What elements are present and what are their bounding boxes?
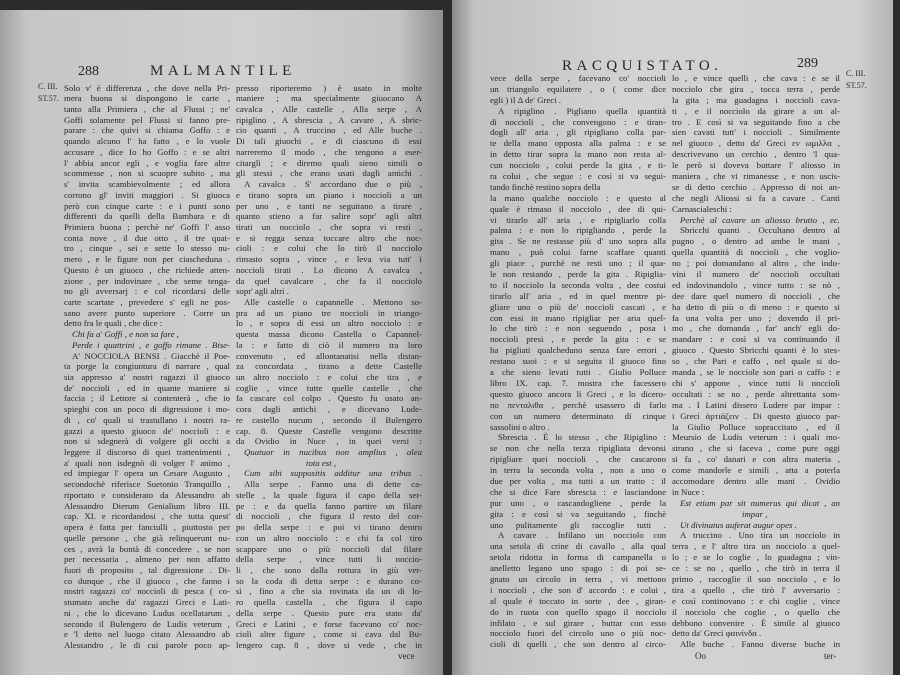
text-line: Perde i quattrini , e goffo rimane . Bise- [72, 339, 230, 350]
text-line: impar , [742, 508, 768, 519]
text-line: cioli altre figure , come si cava dal Bu- [236, 629, 422, 640]
text-line: scappare uno o più noccioli dal filare [236, 543, 422, 554]
text-column-left [490, 73, 666, 650]
text-line: non si sdegnerà di volgere gli occhi a [64, 436, 230, 447]
text-line: sano avere punto superiore . Corre un [64, 307, 230, 318]
text-line: la gita ; ma guadagna i noccioli cava- [672, 94, 840, 105]
text-line: Est etiam par sit numerus qui dicat , an [680, 497, 840, 508]
margin-note-stanza: ST.57. [846, 81, 867, 90]
text-line: ti , e il nocciolo da girare a un al- [672, 105, 840, 116]
text-line: di noccioli , che convengono : e tiran- [490, 116, 666, 127]
text-line: lo ; e se lo coglie , lo guadagna ; vin- [672, 552, 840, 563]
text-line: sì , fino a che sia rovinata da un di lo- [236, 586, 422, 597]
text-line: mano , può colui farne scaffare quanti [490, 247, 666, 258]
text-line: lo , e sopra di essi un altro nocciolo : e [236, 318, 422, 329]
text-line: giuoco . Questo Sbricchi quanti è lo stes- [672, 345, 840, 356]
text-line: za concordata , tirano a dette Castelle [236, 361, 422, 372]
running-head: RACQUISTATO. [562, 58, 723, 74]
text-line: fa una volta per uno ; dovendo il pri- [672, 312, 840, 323]
text-line: tro . E così si va seguitando fino a che [672, 116, 840, 127]
text-line: sassolini o altro . [490, 421, 550, 432]
text-line: noccioli tirati . Lo dicono A cavalca , [236, 264, 422, 275]
text-line: parare : che quivi si chiama Goffo : e [64, 125, 230, 136]
text-line: restano suoi : e si seguita il giuoco fino [490, 356, 666, 367]
text-line: la mano qualche nocciolo : e questo al [490, 192, 666, 203]
text-line: tanto alla Primiera , che al Flussi ; ne' [64, 104, 230, 115]
text-line: so , che Pari e caffo , nel quale si do- [672, 356, 840, 367]
text-line: ni , che lo dicevano Ludus ocellatarum , [64, 607, 230, 618]
text-line: corrono gl' inviti maggiori . Si giuoca [64, 189, 230, 200]
text-line: uno pulitamente gli raccoglie tutti . [490, 519, 666, 530]
page-number: 288 [78, 64, 99, 79]
text-line: ed indovinandolo , vince tutto : se nò , [672, 279, 840, 290]
text-line: pugno , o dentro ad ambe le mani , [672, 236, 840, 247]
text-line: gliare uno o più de' noccioli cascati , e [490, 301, 666, 312]
text-line: cap. XI. e ricordandosi , che tutta quest' [64, 511, 230, 522]
text-line: tro , cinque , sei e sette lo stesso nu- [64, 243, 230, 254]
text-line: Alla serpe . Fanno una di dette ca- [244, 479, 422, 490]
text-line: quelle persone , che già relinquerunt nu- [64, 532, 230, 543]
text-line: si fa , co' danari e con altra materia , [672, 454, 840, 465]
text-line: lengero cap. 8 , dove si vede , che in [236, 639, 422, 650]
text-column-right [672, 73, 840, 650]
text-line: tirati un nocciolo , che sopra vi resti , [236, 221, 422, 232]
text-line: con essi in mano ripigliar per aria quel- [490, 312, 666, 323]
text-line: cioli : e colui che lo tirò il nocciolo [236, 243, 422, 254]
text-line: detto fra le quali , che dice : [64, 318, 163, 329]
text-line: no ; poi domandano al altro , che indo- [672, 258, 840, 269]
text-line: convenuto , ed allontanatisi nella distan- [236, 350, 422, 361]
text-line: rimasto sopra , vince , e leva via tutt' i [236, 254, 422, 265]
text-line: po della serpe : e poi vi tirano dentro [236, 522, 422, 533]
text-line: ripigliare quei noccioli , che cascarono [490, 454, 666, 465]
catchword: ter- [824, 651, 837, 661]
text-line: noccioli presi , e perde la gita : e se [490, 334, 666, 345]
text-line: vi tirarlo all' aria , e ripigliarlo colla [490, 214, 666, 225]
text-line: faccia ; il Lettore si contenterà , che io [64, 393, 230, 404]
text-line: tirarlo all' aria , ed in quel mentre pi- [490, 290, 666, 301]
text-line: la Giulio Polluce sopraccitato , ed il [672, 421, 840, 432]
text-line: scommesse , non si scuopre subito , ma [64, 168, 230, 179]
text-line: ro quella castella , che figura il capo [236, 597, 422, 608]
text-column-right [236, 83, 422, 651]
text-line: cavalca , Alle castelle , Alla serpe , A [236, 104, 422, 115]
text-line: e si regga senza toccare altro che noc- [236, 232, 422, 243]
text-line: manda , se le nocciole son pari o caffo : e [672, 367, 840, 378]
text-line: gli piace , purchè ne resti uno ; il qua- [490, 258, 666, 269]
text-line: nocciolo fuori del circolo uno o più noc- [490, 628, 666, 639]
text-line: no πενταλιθα , perchè usassero di farlo [490, 399, 666, 410]
text-line: s' invita scambievolmente ; ed allora [64, 179, 230, 190]
text-line: A ripiglino . Pigliano quella quantità [498, 105, 666, 116]
text-line: da quel cavalcare , che fa il nocciolo [236, 275, 422, 286]
text-line: al quale è toccato in sorte , dee , giran- [490, 595, 666, 606]
text-line: cio quanti , A truccino , ed Alle buche . [236, 125, 422, 136]
text-line: ce : se no , quello , che tirò in terra il [672, 563, 840, 574]
left-page [0, 10, 443, 675]
text-line: pra ad un piano tre noccioli in triango- [236, 307, 422, 318]
text-line: che negli Aliossi si fa a cavare . Canti [672, 192, 840, 203]
text-line: della serpe . Questo pure era stato da' [236, 607, 422, 618]
text-line: citargli ; e diremo quali sieno simili o [236, 157, 422, 168]
text-line: vece della serpe , facevano co' noccioli [490, 73, 666, 83]
text-line: però con cinque carte : e i punti sono [64, 200, 230, 211]
text-line: chi s' appone , vince tutti li noccioli [672, 377, 840, 388]
text-line: quando alcuno l' ha fatto , e lo vuole [64, 136, 230, 147]
text-line: A cavalca . S' accordano due o più , [244, 179, 422, 190]
text-line: Carnascialeschi : [672, 203, 732, 214]
text-line: terra , e l' altro tira un nocciolo a quel- [672, 541, 840, 552]
text-line: Solo v' è differenza , che dove nella Pri- [64, 82, 230, 93]
text-line: tando finchè restino sopra della [490, 181, 601, 192]
text-line: se non che nella terza ripigliata devonsi [490, 443, 666, 454]
text-line: coglie , vince tutte quelle castelle , che [236, 382, 422, 393]
text-line: i Greci ἀρτιάζειν . Di questo giuoco par- [672, 410, 840, 421]
text-line: le però si doveva buttare l' aliosso in [672, 160, 840, 171]
text-line: fa cascare col colpo . Questo fu usato an- [236, 393, 422, 404]
margin-note-canto: C. III. [38, 82, 58, 91]
text-line: nocciolo che gira , tocca terra , perde [672, 83, 840, 94]
text-line: in Nuce : [672, 486, 705, 497]
text-line: cun nocciolo , colui perde la gita , e ti- [490, 160, 666, 171]
text-line: de' noccioli , ed in quante maniere si [64, 382, 230, 393]
text-line: a' quali non isdegnò di volger l' animo , [64, 457, 230, 468]
text-line: a che sieno levati tutti . Giulio Polluce [490, 367, 666, 378]
text-line: Alessandro Dierum Genialium libro III. [64, 500, 230, 511]
text-line: cora dagli antichi , e dicevano Lude- [236, 404, 422, 415]
text-line: di , co' quali si trastullano i nostri ra- [64, 414, 230, 425]
text-line: Primiera buona ; perchè ne' Goffi l' asso [64, 221, 230, 232]
text-line: Goffi solamente pel Flussi si fanno pre- [64, 114, 230, 125]
text-line: gita : e così si va seguitando , finchè [490, 508, 666, 519]
text-line: sopr' agli altri . [236, 286, 289, 297]
text-line: da Ovidio in Nuce , in quei versi : [236, 436, 422, 447]
right-page [452, 0, 893, 675]
text-line: un triangolo equilatere , o ( come dice [490, 83, 666, 94]
text-line: secondochè riferisce Suetonio Tranquillo , [64, 479, 230, 490]
text-line: A' NOCCIOLA BENSI . Giacchè il Poe- [72, 350, 230, 361]
text-line: detto da' Greci φαινίνδα . [672, 628, 762, 639]
text-line: maniera , che vi rimanesse , e non uscis- [672, 171, 840, 182]
text-line: differenti da quelli della Bambara e di [64, 211, 230, 222]
text-line: Questo è un giuoco , che richiede atten- [64, 264, 230, 275]
text-line: questa massa dicono Castella o Capannel- [236, 329, 422, 340]
text-line: che si dice Fare sbrescia : e lasciandone [490, 486, 666, 497]
text-line: descrivevano un cerchio , dentro 'l qua- [672, 149, 840, 160]
text-line: Sbricchi quanti . Occultano dentro al [680, 225, 840, 236]
text-line: no gli avversarj : e col ricordarsi delle [64, 286, 230, 297]
margin-note-stanza: ST.57. [38, 94, 59, 103]
text-line: opera è fatta per fanciulli , piuttosto per [64, 522, 230, 533]
text-line: se di detto cerchio . Appresso di noi an- [672, 181, 840, 192]
text-line: ed impiegar l' opera un Cesare Augusto , [64, 468, 230, 479]
text-line: ra colui , che segue : e così si va segui- [490, 171, 666, 182]
text-line: vini il numero de' noccioli occultati [672, 269, 840, 280]
text-line: la : e fatto di ciò il numero tra loro [236, 339, 422, 350]
text-line: della serpe , vince tutti li noccio- [236, 554, 422, 565]
text-line: Greci e Latini , e forse facevano co' noc- [236, 618, 422, 629]
text-line: ta porge la congiuntura di narrare , qual [64, 361, 230, 372]
text-line: ha detto di più o di meno : e questo si [672, 301, 840, 312]
text-line: Chi fa a' Goffi , e non sa fare , [72, 329, 179, 340]
text-line: dee dare quel numero di noccioli , che [672, 290, 840, 301]
running-head: MALMANTILE [150, 63, 296, 79]
text-line: cioli di quelli , che son dentro al circo- [490, 639, 666, 650]
text-line: pe : e da quella fanno partire un filare [236, 500, 422, 511]
text-line: mandare : e così si va continuando il [672, 334, 840, 345]
text-line: e 'l detto nel luogo citato Alessandro ab [64, 629, 230, 640]
text-line: Ut divinatus auferat augur opes . [680, 519, 797, 530]
text-line: Alle buche . Fanno diverse buche in [680, 639, 840, 650]
text-line: come mandorle e simili , atta a poterla [672, 465, 840, 476]
text-line: due per volta , ma tutti a un tratto : il [490, 475, 666, 486]
text-line: e così continovano : e chi coglie , vince [672, 595, 840, 606]
text-line: li , che sono dalla rottura in giù ver- [236, 564, 422, 575]
catchword: vece [398, 651, 415, 661]
text-line: occultati : se no , perde altrettanta som- [672, 388, 840, 399]
text-line: egli ) il Δ de' Greci . [490, 94, 561, 105]
text-column-left [64, 83, 230, 651]
text-line: il nocciolo che coglie , o quello che [672, 606, 840, 617]
signature-mark: Oo [695, 651, 706, 661]
text-line: accusare , dice Io ho Goffo : e se altri [64, 146, 230, 157]
text-line: lo , e vince quelli , che cava : e se il [672, 73, 840, 83]
text-line: per uno , e tanti ne seguitano a tirare , [236, 200, 422, 211]
text-line: sien cavati tutt' i noccioli . Similmente [672, 127, 840, 138]
text-line: in terra la seconda volta , non a uno o [490, 465, 666, 476]
text-line: stumato anche da' ragazzi Greci e Lati- [64, 597, 230, 608]
text-line: A truccino . Uno tira un nocciolo in [680, 530, 840, 541]
text-line: co dunque , che il giuoco , che fanno i [64, 575, 230, 586]
text-line: ces , avrà la bontà di concedere , se non [64, 543, 230, 554]
text-line: strano , che si faceva , come pure oggi [672, 443, 840, 454]
text-line: mo , che domanda , far' anch' egli do- [672, 323, 840, 334]
text-line: gita . Se ne restasse più d' uno sopra alla [490, 236, 666, 247]
text-line: cap. 8. Queste Castelle vengono descritte [236, 425, 422, 436]
text-line: lo che tirò : e non seguendo , posa i [490, 323, 666, 334]
text-line: nostri ragazzi co' noccioli di pesca ( co- [64, 586, 230, 597]
text-line: sia appresso a' nostri ragazzi il giuoco [64, 372, 230, 382]
text-line: zione , per indovinare , che seme tenga- [64, 275, 230, 286]
text-line: nel giuoco , detto da' Greci εν ωμιλλα , [672, 138, 840, 149]
text-line: i noccioli , che son d' accordo : e colui , [490, 584, 666, 595]
text-line: anelletto legano uno spago : di poi se- [490, 563, 666, 574]
text-line: in detto tirar sopra la mano non resta al- [490, 149, 666, 160]
text-line: gazzi a questo giuoco de' noccioli : e [64, 425, 230, 436]
text-line: libro IX. cap. 7. mostra che facessero [490, 377, 666, 388]
text-line: presso riporteremo ) è usato in molte [236, 82, 422, 93]
text-line: te della mano opposta alla palma : e se [490, 138, 666, 149]
text-line: pur uno , o cascandogliene , perde la [490, 497, 666, 508]
text-line: ripiglino , A sbrescia , A cavare , A sbric- [236, 114, 422, 125]
text-line: re castello nucum , secondo il Bulengero [236, 414, 422, 425]
text-line: di noccioli , che figura il resto del cor- [236, 511, 422, 522]
text-line: una setola di crine di cavallo , alla qual [490, 541, 666, 552]
text-line: stelle , la quale figura il capo della ser- [236, 489, 422, 500]
text-line: Alessandro , le di cui parole poco ap- [64, 639, 230, 650]
text-line: Cum sibi suppositis additur una tribus . [244, 468, 422, 479]
margin-note-canto: C. III. [846, 69, 866, 78]
text-line: so la coda di detta serpe : e durano co- [236, 575, 422, 586]
text-line: tira a quello , che tirò l' avversario : [672, 584, 840, 595]
text-line: l' abbia ancor egli , e voglia fare altre [64, 157, 230, 168]
text-line: debbono convenire . È simile al giuoco [672, 617, 840, 628]
text-line: leggere il discorso di quei trattenimenti , [64, 447, 230, 458]
text-line: e tirano sopra un piano i noccioli a un [236, 189, 422, 200]
text-line: con un numero determinato di cinque [490, 410, 666, 421]
text-line: ha pigliati qualcheduno senza fare errori , [490, 345, 666, 356]
text-line: A cavare . Infilano un nocciolo con [498, 530, 666, 541]
text-line: mera buona si dispongono le carte , [64, 93, 230, 104]
text-line: infilato , e sul girare , buttar con esso [490, 617, 666, 628]
text-line: le non restando , perde la gita . Ripiglia- [490, 269, 666, 280]
text-line: mero , e le figure non per ciascheduna . [64, 254, 230, 265]
text-line: carte scartate , prevedere s' egli ne pos- [64, 296, 230, 307]
text-line: Meursio de Ludis veterum : i quali mo- [672, 432, 840, 443]
text-line: quanto stieno a far salire sopr' agli altri [236, 211, 422, 222]
text-line: setola ridotta in forma di campanella o [490, 552, 666, 563]
text-line: tota est , [306, 457, 337, 468]
text-line: primo , raccoglie il suo nocciolo , e lo [672, 573, 840, 584]
page-number: 289 [797, 56, 818, 71]
text-line: palma : e non lo ripigliando , perde la [490, 225, 666, 236]
text-line: un altro nocciolo : e colui che tira , e [236, 372, 422, 382]
text-line: dogli all' aria , gli ripigliano colla par- [490, 127, 666, 138]
text-line: per necessaria , almeno per non affatto [64, 554, 230, 565]
text-line: narreremo il modo , che tengono a eser- [236, 146, 422, 157]
text-line: accomodare dentro alle mani . Ovidio [672, 475, 840, 486]
text-line: Sbrescia . È lo stesso , che Ripiglino : [498, 432, 666, 443]
text-line: to il nocciolo la seconda volta , dee costui [490, 279, 666, 290]
text-line: Alle castelle o capannelle . Mettono so- [244, 296, 422, 307]
text-line: con un altro nocciolo : e chi fa col tiro [236, 532, 422, 543]
text-line: maniere ; ma specialmente giuocano A [236, 93, 422, 104]
text-line: riportato e considerato da Alessandro ab [64, 489, 230, 500]
text-line: conta nove , il due otto , il tre quat- [64, 232, 230, 243]
text-line: questo giuoco ancora li Greci , e lo dicero- [490, 388, 666, 399]
text-line: gli stessi , che erano usati dagli antichi . [236, 168, 422, 179]
text-line: gnato un circolo in terra , vi mettono [490, 573, 666, 584]
text-line: secondo il Bulengero de Ludis veterum , [64, 618, 230, 629]
text-line: spieghi con un poco di digressione i mo- [64, 404, 230, 415]
text-line: ma . I Latini dissero Ludere par impar : [672, 399, 840, 410]
text-line: fuori di proposito , tal digressione . Di- [64, 564, 230, 575]
text-line: quale è rimaso il nocciolo , dee di qui- [490, 203, 666, 214]
text-line: Perchè al cavare un aliosso brutto , ec. [680, 214, 840, 225]
text-line: Quatuor in nucibus non amplius , alea [244, 447, 422, 458]
text-line: Di tali giuochi , e di ciascuno di essi [236, 136, 422, 147]
text-line: do in ruota con quello spago il nocciolo [490, 606, 666, 617]
text-line: quella quantità di noccioli , che voglio- [672, 247, 840, 258]
